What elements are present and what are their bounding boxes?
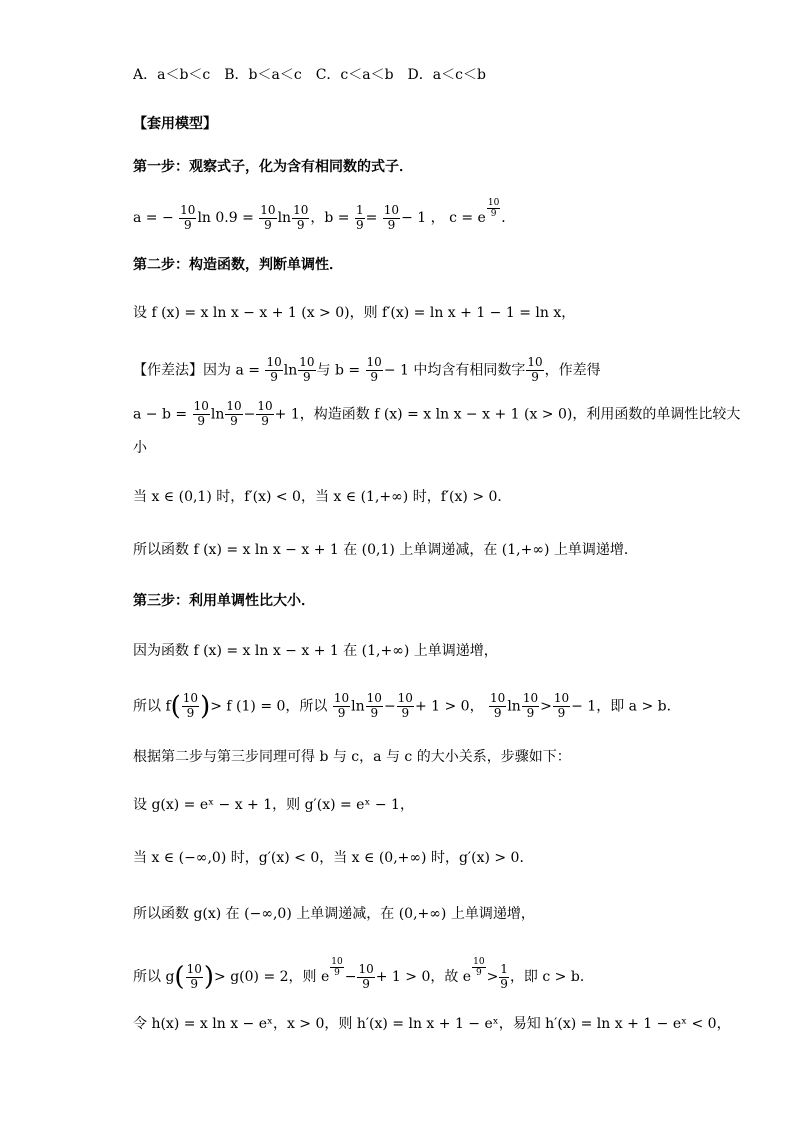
g-monotonic: 所以函数 g(x) 在 (−∞,0) 上单调递减，在 (0,+∞) 上单调递增，: [133, 906, 535, 922]
f-increasing: 因为函数 f (x) = x ln x − x + 1 在 (1,+∞) 上单调递增，: [133, 643, 498, 659]
step2-def: 设 f (x) = x ln x − x + 1 (x > 0)，则 f′(x) = ln x + 1 − 1 = ln x，: [133, 305, 576, 321]
step3-title: 第三步：利用单调性比大小．: [133, 593, 315, 609]
g-sign: 当 x ∈ (−∞,0) 时，g′(x) < 0，当 x ∈ (0,+∞) 时，g′(x) > 0．: [133, 850, 534, 866]
compare-c-b: 所以 g( $\frac{10}{9}$ )> g(0) = 2，则 e $\frac{10}{9}$ − $\frac{10}{9}$ + 1 > 0，故 e $\frac{10}{9}$ > $\frac{1}{9}$ ，即 c > b．: [133, 957, 594, 992]
f-monotonic: 所以函数 f (x) = x ln x − x + 1 在 (0,1) 上单调递减，在 (1,+∞) 上单调递增．: [133, 542, 638, 558]
diff-intro: 【作差法】因为 a = $\frac{10}{9}$ ln $\frac{10}{9}$ 与 b = $\frac{10}{9}$ − 1 中均含有相同数字 $\frac{10}{9}$ ，作差得: [133, 355, 601, 384]
f-sign: 当 x ∈ (0,1) 时，f′(x) < 0，当 x ∈ (1,+∞) 时，f′(x) > 0．: [133, 489, 512, 505]
answer-choices: A．a＜b＜c B．b＜a＜c C．c＜a＜b D．a＜c＜b: [133, 67, 486, 83]
model-heading: 【套用模型】: [133, 116, 217, 132]
step1-formula: a = − $\frac{10}{9}$ ln 0.9 = $\frac{10}{9}$ ln $\frac{10}{9}$ ，b = $\frac{1}{9}$ = $\frac{10}{9}$ − 1 ， c = e $\frac{10}{9}$ ．: [133, 198, 516, 232]
step2-title: 第二步：构造函数，判断单调性．: [133, 257, 343, 273]
step1-title: 第一步：观察式子，化为含有相同数的式子．: [133, 159, 413, 175]
diff-line2: a − b = $\frac{10}{9}$ ln $\frac{10}{9}$ − $\frac{10}{9}$ + 1，构造函数 f (x) = x ln x − x + 1 (x > 0)，利用函数的单调性比较大: [133, 399, 741, 428]
h-def: 令 h(x) = x ln x − eˣ，x > 0，则 h′(x) = ln x + 1 − eˣ，易知 h′(x) = ln x + 1 − eˣ < 0，: [133, 1016, 731, 1032]
compare-a-b: 所以 f( $\frac{10}{9}$ )> f (1) = 0，所以 $\frac{10}{9}$ ln $\frac{10}{9}$ − $\frac{10}{9}$ + 1 > 0， $\frac{10}{9}$ ln $\frac{10}{9}$ > $\frac{10}{9}$ − 1，即 a > b．: [133, 691, 681, 722]
similar-note: 根据第二步与第三步同理可得 b 与 c，a 与 c 的大小关系，步骤如下：: [133, 749, 571, 765]
g-def: 设 g(x) = eˣ − x + 1，则 g′(x) = eˣ − 1，: [133, 797, 414, 813]
diff-line3: 小: [133, 440, 147, 456]
